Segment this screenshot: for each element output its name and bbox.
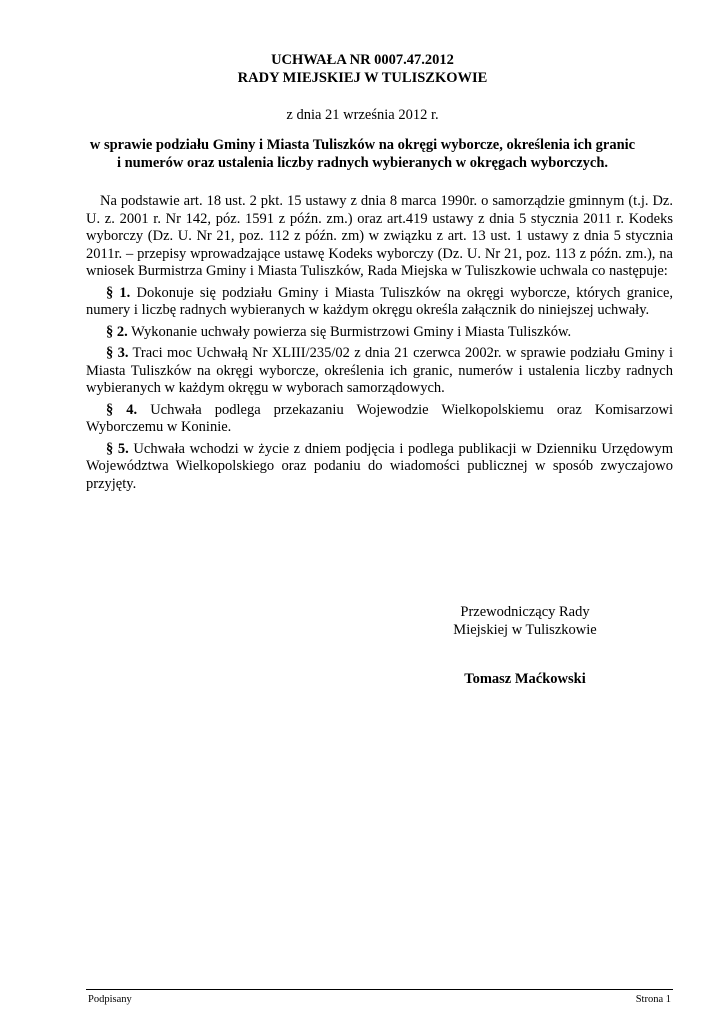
paragraph-4-text: Uchwała podlega przekazaniu Wojewodzie Wielkopolskiemu oraz Komisarzowi Wyborczemu w Koninie. xyxy=(86,401,673,435)
signature-role xyxy=(420,603,630,639)
paragraph-1-text: Dokonuje się podziału Gminy i Miasta Tuliszków na okręgi wyborcze, których granice, numery i liczbę radnych wybieranych w każdym okręgu określa załącznik do niniejszej uchwały. xyxy=(86,284,674,318)
signature-role-line-1: Przewodniczący Rady xyxy=(460,604,590,620)
preamble: Na podstawie art. 18 ust. 2 pkt. 15 ustawy z dnia 8 marca 1990r. o samorządzie gminnym (t.j. Dz. U. z. 2001 r. Nr 142, póz. 1591 z późn. zm.) oraz art.419 ustawy z dnia 5 stycznia 2011 r. Kodeks wyborczy (Dz. U. Nr 21, poz. 112 z późn. zm) w związku z art. 13 ust. 1 ustawy z dnia 5 stycznia 2011r. – przepisy wprowadzające ustawę Kodeks wyborczy (Dz. U. Nr 21, poz. 113 z późn. zm.), na wniosek Burmistrza Gminy i Miasta Tuliszków, Rada Miejska w Tuliszkowie uchwala co następuje: xyxy=(86,193,673,279)
title-line-2: RADY MIEJSKIEJ W TULISZKOWIE xyxy=(237,70,488,86)
signature-role-line-2: Miejskiej w Tuliszkowie xyxy=(453,622,597,638)
paragraph-4 xyxy=(86,402,673,437)
paragraph-3-text: Traci moc Uchwałą Nr XLIII/235/02 z dnia 21 czerwca 2002r. w sprawie podziału Gminy i Miasta Tuliszków na okręgi wyborcze, określenia ich granic, numerów i ustalenia liczby radnych wybieranych w każdym okręgu w wyborach samorządowych. xyxy=(86,345,674,396)
document-title xyxy=(0,51,725,87)
footer-divider xyxy=(86,989,673,990)
paragraph-2 xyxy=(86,324,673,342)
paragraph-1-number: § 1. xyxy=(106,284,131,301)
paragraph-2-text: Wykonanie uchwały powierza się Burmistrzowi Gminy i Miasta Tuliszków. xyxy=(131,323,572,340)
subject-line-2: i numerów oraz ustalenia liczby radnych wybieranych w okręgach wyborczych. xyxy=(116,155,609,171)
paragraph-2-number: § 2. xyxy=(106,323,128,340)
paragraph-3-number: § 3. xyxy=(106,345,129,361)
footer-page-number: Strona 1 xyxy=(635,994,671,1005)
paragraph-5-number: § 5. xyxy=(106,440,129,457)
paragraph-1 xyxy=(86,285,673,320)
paragraph-4-number: § 4. xyxy=(106,401,138,418)
title-line-1: UCHWAŁA NR 0007.47.2012 xyxy=(271,52,454,68)
paragraph-3 xyxy=(86,345,673,398)
footer-signed-label: Podpisany xyxy=(88,994,132,1005)
paragraph-5-text: Uchwała wchodzi w życie z dniem podjęcia i podlega publikacji w Dzienniku Urzędowym Województwa Wielkopolskiego oraz podaniu do wiadomości publicznej w sposób zwyczajowo przyjęty. xyxy=(86,440,673,492)
signature-name: Tomasz Maćkowski xyxy=(464,671,586,687)
document-date: z dnia 21 września 2012 r. xyxy=(286,107,439,123)
document-body xyxy=(86,193,673,497)
document-subject xyxy=(0,136,725,172)
paragraph-5 xyxy=(86,441,673,494)
subject-line-1: w sprawie podziału Gminy i Miasta Tuliszków na okręgi wyborcze, określenia ich granic xyxy=(89,137,636,153)
